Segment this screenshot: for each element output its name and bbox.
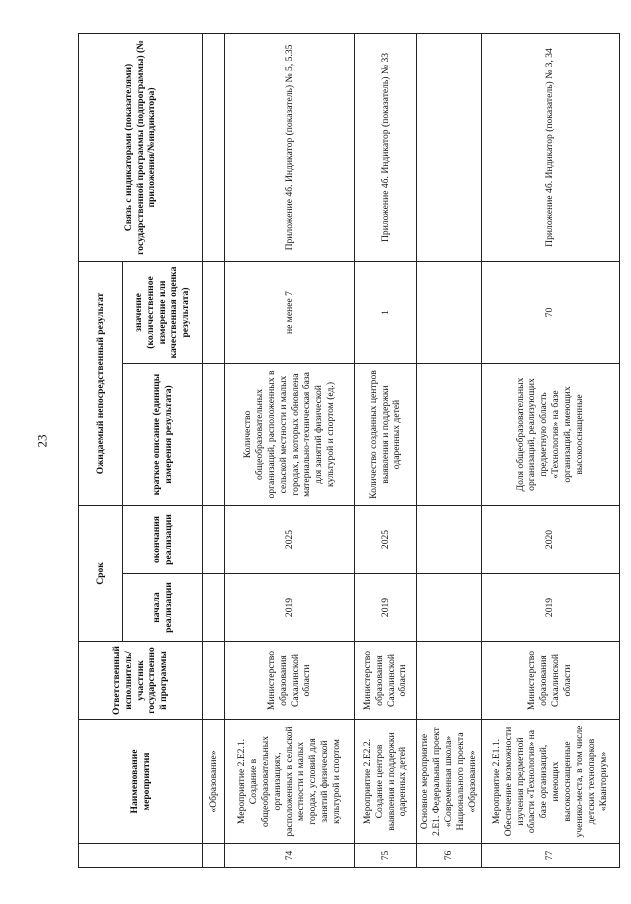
row-start (417, 574, 482, 642)
table-row (225, 33, 355, 867)
row-link (417, 33, 482, 261)
row-responsible (203, 642, 225, 720)
row-desc (417, 364, 482, 506)
row-value: 1 (355, 261, 417, 363)
rotated-table-container (78, 34, 620, 868)
row-start (203, 574, 225, 642)
row-link: Приложение 4б. Индикатор (показатель) № 3, 34 (481, 33, 619, 261)
row-end: 2025 (355, 506, 417, 574)
row-responsible (417, 642, 482, 720)
row-desc (203, 364, 225, 506)
row-num: 74 (225, 844, 355, 868)
row-value: не менее 7 (225, 261, 355, 363)
row-value: 70 (481, 261, 619, 363)
header-expected-desc: краткое описание (единицы измерения результата) (123, 364, 203, 506)
row-start: 2019 (225, 574, 355, 642)
row-name: Мероприятие 2.Е2.1. Создание в общеобразовательных организациях, расположенных в сельской местности и малых городах, условий для занятий физической культурой и спортом (225, 720, 355, 844)
row-name: Мероприятие 2.Е2.2. Создание центров выявления и поддержки одаренных детей (355, 720, 417, 844)
row-start: 2019 (355, 574, 417, 642)
row-responsible: Министерство образования Сахалинской области (481, 642, 619, 720)
row-value (203, 261, 225, 363)
table-row (355, 33, 417, 867)
header-link: Связь с индикаторами (показателями) государственной программы (подпрограммы) (№ приложения/№индикатора) (79, 33, 203, 261)
header-term-start: начала реализации (123, 574, 203, 642)
row-start: 2019 (481, 574, 619, 642)
header-expected: Ожидаемый непосредственный результат (79, 261, 123, 505)
row-name: Мероприятие 2.Е1.1. Обеспечение возможности изучения предметной области «Технология» на базе организаций, имеющих высокооснащенные ученико-места, в том числе детских технопарков «Кванториум» (481, 720, 619, 844)
table-row (203, 33, 225, 867)
page-number: 23 (34, 434, 50, 448)
row-end (417, 506, 482, 574)
row-num (203, 844, 225, 868)
row-link: Приложение 4б. Индикатор (показатель) № 33 (355, 33, 417, 261)
row-num: 76 (417, 844, 482, 868)
row-end (203, 506, 225, 574)
row-desc: Количество общеобразовательных организаций, расположенных в сельской местности и малых городах, в которых обновлена материально-техническая база для занятий физической культурой и спортом (ед.) (225, 364, 355, 506)
row-name: «Образование» (203, 720, 225, 844)
row-responsible: Министерство образования Сахалинской области (355, 642, 417, 720)
row-num: 77 (481, 844, 619, 868)
header-term-end: окончания реализации (123, 506, 203, 574)
row-end: 2020 (481, 506, 619, 574)
header-term: Срок (79, 506, 123, 642)
header-name: Наименование мероприятия (79, 720, 203, 844)
program-activities-table (78, 33, 620, 868)
row-link (203, 33, 225, 261)
header-expected-value: значение (количественное измерение или качественная оценка результата) (123, 261, 203, 363)
row-value (417, 261, 482, 363)
header-responsible: Ответственный исполнитель/участник государственной программы (79, 642, 203, 720)
row-end: 2025 (225, 506, 355, 574)
row-desc: Доля общеобразовательных организаций, реализующих предметную область «Технология» на базе организаций, имеющих высокооснащенные (481, 364, 619, 506)
row-link: Приложение 4б. Индикатор (показатель) № 5, 5.35 (225, 33, 355, 261)
row-name: Основное мероприятие 2.Е1. Федеральный проект «Современная школа» Национального проекта «Образование» (417, 720, 482, 844)
row-num: 75 (355, 844, 417, 868)
header-row-1 (79, 33, 123, 867)
row-desc: Количество созданных центров выявления и поддержки одаренных детей (355, 364, 417, 506)
header-num (79, 844, 203, 868)
row-responsible: Министерство образования Сахалинской области (225, 642, 355, 720)
table-row (481, 33, 619, 867)
table-row (417, 33, 482, 867)
